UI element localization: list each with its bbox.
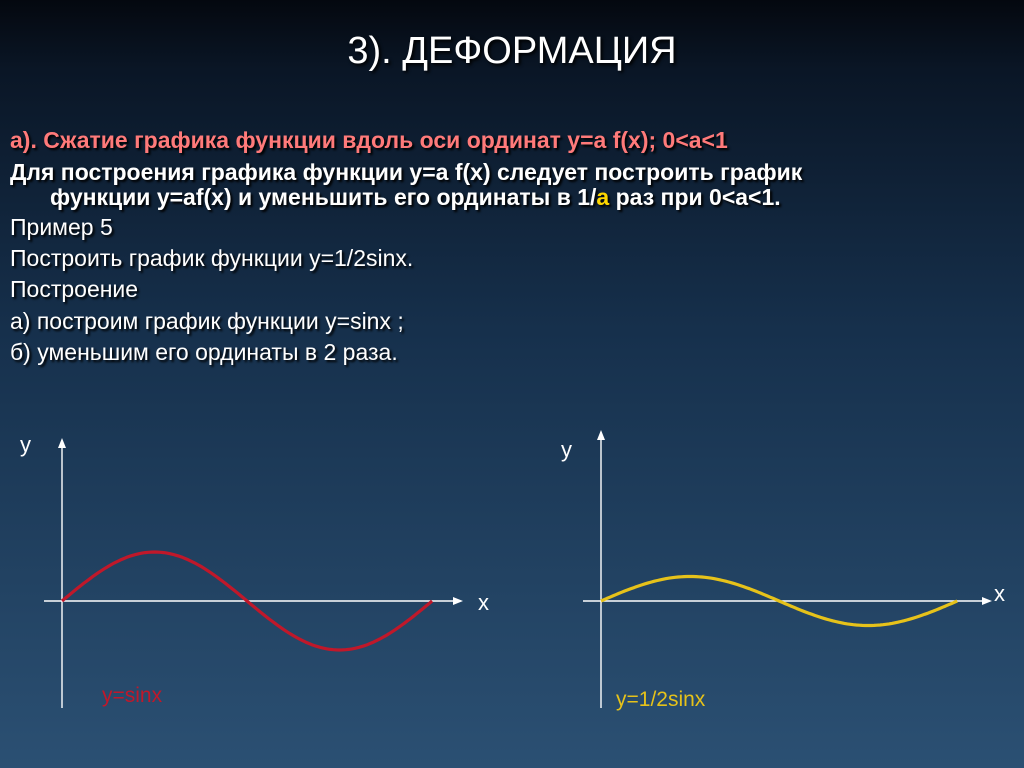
chart-1-x-axis-label: x: [478, 590, 489, 615]
chart-2-x-axis-arrow: [982, 597, 992, 605]
construction-label: Построение: [10, 276, 139, 302]
rule-line-2-part-1: функции у=аf(x) и уменьшить его ординаты в 1/: [50, 184, 597, 210]
chart-1-y-axis-label: у: [20, 432, 31, 457]
chart-1-series-label: у=sinx: [102, 684, 163, 707]
task-text: Построить график функции у=1/2sinx.: [10, 245, 414, 271]
chart-2-series-label: у=1/2sinx: [616, 688, 706, 711]
rule-line-2-part-2: раз при 0<a<1.: [609, 184, 781, 210]
step-a: а) построим график функции у=sinx ;: [10, 308, 404, 334]
example-label: Пример 5: [10, 214, 113, 240]
subtitle: а). Сжатие графика функции вдоль оси ординат у=а f(x); 0<a<1: [10, 127, 728, 153]
chart-2-y-axis-arrow: [597, 430, 605, 440]
chart-1-y-axis-arrow: [58, 438, 66, 448]
step-b: б) уменьшим его ординаты в 2 раза.: [10, 339, 398, 365]
highlighted-a: а: [596, 184, 610, 210]
chart-2-x-axis-label: x: [994, 581, 1005, 606]
chart-2-y-axis-label: у: [561, 437, 572, 462]
slide-title: 3). ДЕФОРМАЦИЯ: [347, 30, 677, 72]
rule-line-1: Для построения графика функции у=а f(x) следует построить график: [10, 159, 803, 185]
chart-1-x-axis-arrow: [453, 597, 463, 605]
